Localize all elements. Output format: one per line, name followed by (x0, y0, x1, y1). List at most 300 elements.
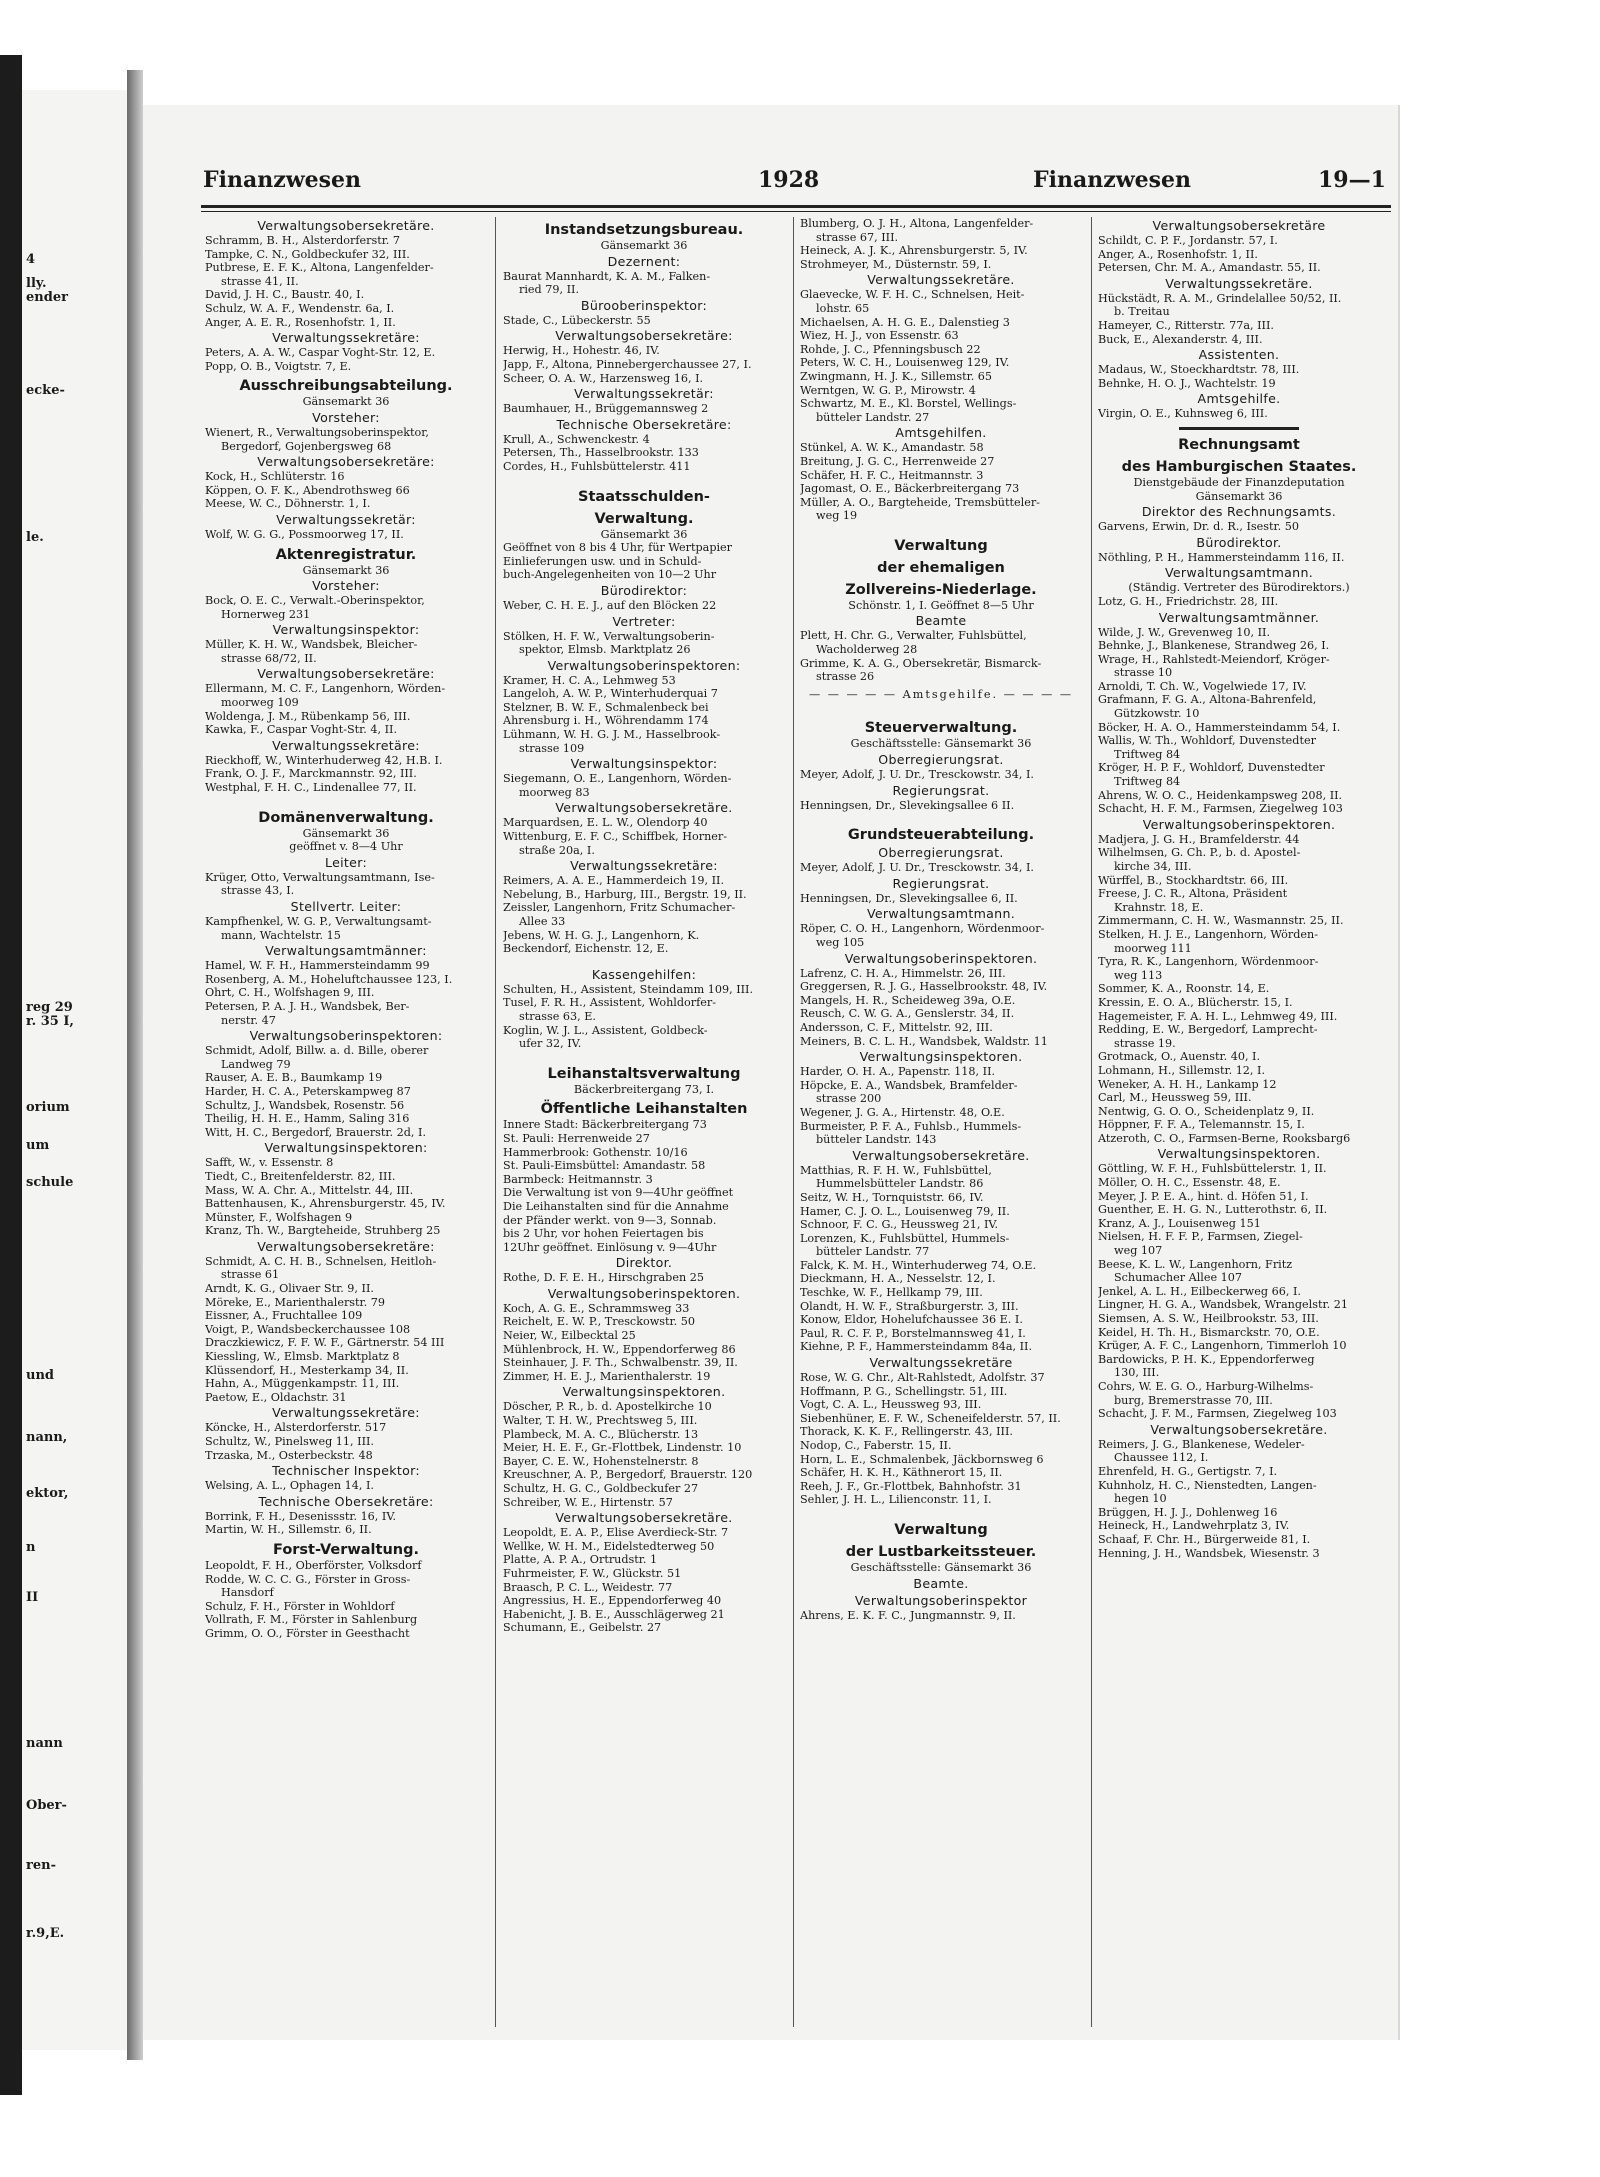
department-title: Öffentliche Leihanstalten (540, 1101, 748, 1118)
directory-entry: Konow, Eldor, Hohelufchaussee 36 E. I. (800, 1313, 1023, 1327)
directory-entry: Hagemeister, F. A. H. L., Lehmweg 49, III. (1098, 1009, 1338, 1023)
section-heading: Verwaltungsamtmänner: (265, 943, 427, 959)
department-title: Domänenverwaltung. (258, 809, 434, 826)
section-heading: Oberregierungsrat. (878, 752, 1004, 768)
directory-entry: Schulten, H., Assistent, Steindamm 109, III. (503, 982, 754, 996)
directory-entry: Zimmermann, C. H. W., Wasmannstr. 25, II. (1098, 914, 1344, 928)
directory-entry: Zimmer, H. E. J., Marienthalerstr. 19 (503, 1369, 711, 1383)
address-line: Gänsemarkt 36 (600, 239, 688, 252)
entry-continuation: strasse 41, II. (221, 274, 299, 288)
directory-entry: Grimm, O. O., Förster in Geesthacht (205, 1626, 410, 1640)
directory-entry: Krüger, A. F. C., Langenhorn, Timmerloh 10 (1098, 1339, 1347, 1353)
directory-entry: Geöffnet von 8 bis 4 Uhr, für Wertpapier (503, 541, 733, 555)
directory-entry: Peters, A. A. W., Caspar Voght-Str. 12, E. (205, 346, 436, 360)
column-3 (800, 217, 1082, 1622)
section-heading: Technischer Inspektor: (272, 1463, 420, 1479)
directory-entry: Meese, W. C., Döhnerstr. 1, I. (205, 497, 371, 511)
spacer (503, 474, 785, 484)
column-4 (1098, 217, 1380, 1560)
directory-entry: Meier, H. E. F., Gr.-Flottbek, Lindenstr. 10 (503, 1441, 742, 1455)
section-heading: Technische Obersekretäre: (556, 416, 732, 432)
section-heading: Verwaltungssekretäre (869, 1355, 1013, 1371)
section-heading: Beamte (915, 613, 967, 629)
directory-entry: Angressius, H. E., Eppendorferweg 40 (503, 1594, 722, 1608)
section-heading: Verwaltungsobersekretäre (1152, 218, 1326, 233)
spacer (800, 705, 1082, 715)
directory-entry: Koglin, W. J. L., Assistent, Goldbeck- (503, 1023, 708, 1037)
directory-entry: Draczkiewicz, F. F. W. F., Gärtnerstr. 54 III (205, 1336, 445, 1350)
directory-entry: Reichelt, E. W. P., Tresckowstr. 50 (503, 1315, 695, 1329)
directory-entry: Plett, H. Chr. G., Verwalter, Fuhlsbüttel, (800, 629, 1027, 643)
directory-entry: Nöthling, P. H., Hammersteindamm 116, II. (1098, 550, 1345, 564)
directory-entry: Leopoldt, F. H., Oberförster, Volksdorf (205, 1558, 422, 1572)
directory-entry: Neier, W., Eilbecktal 25 (503, 1329, 636, 1343)
spacer (503, 1051, 785, 1061)
directory-entry: Langeloh, A. W. P., Winterhuderquai 7 (503, 687, 718, 701)
directory-entry: Seitz, W. H., Tornquiststr. 66, IV. (800, 1190, 984, 1204)
department-title: Staatsschulden- (578, 488, 710, 505)
directory-entry: Höppner, F. F. A., Telemannstr. 15, I. (1098, 1118, 1305, 1132)
directory-entry: Krüger, Otto, Verwaltungsamtmann, Ise- (205, 870, 435, 884)
directory-entry: Madjera, J. G. H., Bramfelderstr. 44 (1098, 832, 1300, 846)
directory-entry: Peters, W. C. H., Louisenweg 129, IV. (800, 356, 1010, 370)
facing-page-text: nann (26, 1736, 63, 1751)
directory-entry: Schulz, F. H., Förster in Wohldorf (205, 1599, 395, 1613)
entry-continuation: bütteler Landstr. 143 (816, 1133, 937, 1147)
entry-continuation: bütteler Landstr. 77 (816, 1245, 930, 1259)
directory-entry: Vogt, C. A. L., Heussweg 93, III. (800, 1398, 982, 1412)
directory-entry: Hahn, A., Müggenkampstr. 11, III. (205, 1377, 400, 1391)
column-2 (503, 217, 785, 1635)
entry-continuation: weg 19 (816, 509, 858, 523)
directory-entry: Wilhelmsen, G. Ch. P., b. d. Apostel- (1098, 846, 1301, 860)
entry-continuation: strasse 19. (1114, 1036, 1176, 1050)
section-heading: Verwaltungsinspektor: (570, 756, 718, 772)
directory-entry: Guenther, E. H. G. N., Lutterothstr. 6, II. (1098, 1203, 1328, 1217)
directory-entry: Plambeck, M. A. C., Blücherstr. 13 (503, 1427, 699, 1441)
directory-entry: Sommer, K. A., Roonstr. 14, E. (1098, 982, 1270, 996)
section-heading: Bürooberinspektor: (580, 297, 708, 313)
directory-entry: Meyer, Adolf, J. U. Dr., Tresckowstr. 34, I. (800, 861, 1034, 875)
department-title: Forst-Verwaltung. (273, 1541, 419, 1558)
directory-entry: Köncke, H., Alsterdorferstr. 517 (205, 1421, 387, 1435)
department-title: der Lustbarkeitssteuer. (845, 1543, 1037, 1560)
section-heading: Bürodirektor. (1196, 534, 1282, 550)
directory-entry: St. Pauli-Eimsbüttel: Amandastr. 58 (503, 1159, 706, 1173)
directory-entry: Zeissler, Langenhorn, Fritz Schumacher- (503, 901, 736, 915)
directory-entry: Strohmeyer, M., Düsternstr. 59, I. (800, 257, 992, 271)
facing-page-text: ecke- (26, 383, 65, 398)
directory-entry: Tusel, F. R. H., Assistent, Wohldorfer- (503, 996, 717, 1010)
directory-entry: Wegener, J. G. A., Hirtenstr. 48, O.E. (800, 1105, 1005, 1119)
address-line: Gänsemarkt 36 (302, 826, 390, 840)
directory-entry: Martin, W. H., Sillemstr. 6, II. (205, 1523, 372, 1537)
directory-page (143, 105, 1398, 2040)
directory-entry: Lorenzen, K., Fuhlsbüttel, Hummels- (800, 1231, 1010, 1245)
directory-entry: Horn, L. E., Schmalenbek, Jäckbornsweg 6 (800, 1452, 1044, 1466)
directory-entry: Schacht, J. F. M., Farmsen, Ziegelweg 103 (1098, 1407, 1337, 1421)
entry-continuation: spektor, Elmsb. Marktplatz 26 (519, 643, 691, 657)
directory-entry: Nentwig, G. O. O., Scheidenplatz 9, II. (1098, 1104, 1315, 1118)
directory-entry: Schultz, H. G. C., Goldbeckufer 27 (503, 1482, 699, 1495)
directory-entry: Blumberg, O. J. H., Altona, Langenfelder- (800, 217, 1034, 230)
directory-entry: Trzaska, M., Osterbeckstr. 48 (205, 1448, 373, 1462)
directory-entry: Arnoldi, T. Ch. W., Vogelwiede 17, IV. (1098, 679, 1307, 693)
directory-entry: Wrage, H., Rahlstedt-Meiendorf, Kröger- (1098, 652, 1330, 666)
directory-entry: Rothe, D. F. E. H., Hirschgraben 25 (503, 1271, 704, 1285)
directory-entry: Behnke, J., Blankenese, Strandweg 26, I. (1098, 639, 1330, 653)
column-divider (793, 217, 794, 2027)
directory-entry: Schmidt, Adolf, Billw. a. d. Bille, oberer (205, 1044, 429, 1058)
entry-continuation: Chaussee 112, I. (1114, 1451, 1209, 1465)
address-line: geöffnet v. 8—4 Uhr (289, 840, 403, 854)
entry-continuation: strasse 200 (816, 1092, 882, 1106)
directory-entry: Nielsen, H. F. F. P., Farmsen, Ziegel- (1098, 1230, 1303, 1244)
entry-continuation: Triftweg 84 (1114, 747, 1181, 761)
address-line: Dienstgebäude der Finanzdeputation (1133, 475, 1345, 489)
directory-entry: Schulz, W. A. F., Wendenstr. 6a, I. (205, 301, 395, 315)
department-title: Steuerverwaltung. (864, 720, 1018, 737)
directory-entry: Lühmann, W. H. G. J. M., Hasselbrook- (503, 728, 721, 742)
directory-entry: Hammerbrook: Gothenstr. 10/16 (503, 1145, 688, 1159)
entry-continuation: strasse 10 (1114, 666, 1173, 680)
header-rule-thin (201, 211, 1391, 212)
facing-page-text: n (26, 1540, 36, 1555)
entry-continuation: Triftweg 84 (1114, 775, 1181, 789)
entry-continuation: weg 105 (816, 936, 865, 949)
entry-continuation: mann, Wachtelstr. 15 (221, 928, 341, 942)
header-left-title: Finanzwesen (203, 167, 362, 193)
section-heading: Verwaltungsobersekretäre: (257, 666, 435, 682)
directory-entry: Böcker, H. A. O., Hammersteindamm 54, I. (1098, 720, 1341, 734)
section-heading: Vorsteher: (312, 578, 380, 594)
entry-continuation: strasse 67, III. (816, 230, 899, 244)
directory-entry: Grafmann, F. G. A., Altona-Bahrenfeld, (1098, 693, 1317, 707)
entry-continuation: ried 79, II. (519, 283, 580, 297)
directory-entry: Fuhrmeister, F. W., Glückstr. 51 (503, 1566, 682, 1580)
section-heading: Verwaltungsobersekretäre: (257, 1238, 435, 1254)
directory-entry: Koch, A. G. E., Schrammsweg 33 (503, 1301, 690, 1315)
directory-entry: Kiessling, W., Elmsb. Marktplatz 8 (205, 1350, 400, 1364)
address-line: Gänsemarkt 36 (1195, 489, 1283, 503)
entry-continuation: Schumacher Allee 107 (1114, 1271, 1243, 1285)
directory-entry: Ehrenfeld, H. G., Gertigstr. 7, I. (1098, 1464, 1278, 1478)
directory-entry: Matthias, R. F. H. W., Fuhlsbüttel, (800, 1163, 992, 1177)
facing-page-fragment (22, 90, 127, 2050)
entry-continuation: weg 113 (1114, 968, 1163, 982)
directory-entry: Kranz, Th. W., Bargteheide, Struhberg 25 (205, 1224, 441, 1238)
directory-entry: Stölken, H. F. W., Verwaltungsoberin- (503, 629, 715, 643)
directory-entry: Münster, F., Wolfshagen 9 (205, 1210, 353, 1224)
directory-entry: Lotz, G. H., Friedrichstr. 28, III. (1098, 594, 1279, 608)
directory-entry: buch-Angelegenheiten von 10—2 Uhr (503, 568, 717, 582)
section-heading: Verwaltungsobersekretäre: (257, 454, 435, 470)
directory-entry: Nodop, C., Faberstr. 15, II. (800, 1439, 952, 1452)
directory-entry: Ellermann, M. C. F., Langenhorn, Wörden- (205, 682, 446, 696)
directory-entry: Baumhauer, H., Brüggemannsweg 2 (503, 402, 709, 416)
entry-continuation: Allee 33 (519, 915, 566, 928)
directory-entry: Putbrese, E. F. K., Altona, Langenfelder- (205, 261, 434, 275)
department-title: der ehemaligen (877, 559, 1005, 576)
directory-entry: Marquardsen, E. L. W., Olendorp 40 (503, 816, 708, 830)
entry-continuation: Hansdorf (221, 1586, 274, 1600)
entry-continuation: strasse 26 (816, 670, 875, 684)
directory-entry: Falck, K. M. H., Winterhuderweg 74, O.E. (800, 1258, 1037, 1272)
scan-border-left (0, 55, 22, 2095)
spacer (800, 523, 1082, 533)
directory-entry: Jebens, W. H. G. J., Langenhorn, K. (503, 928, 700, 942)
address-line: Geschäftsstelle: Gänsemarkt 36 (850, 737, 1032, 751)
directory-entry: Glaevecke, W. F. H. C., Schnelsen, Heit- (800, 288, 1025, 302)
directory-entry: Bayer, C. E. W., Hohenstelnerstr. 8 (503, 1454, 699, 1468)
directory-entry: Meyer, J. P. E. A., hint. d. Höfen 51, I. (1098, 1189, 1309, 1203)
facing-page-text: le. (26, 530, 44, 545)
directory-entry: Rodde, W. C. C. G., Förster in Gross- (205, 1572, 411, 1586)
directory-entry: Safft, W., v. Essenstr. 8 (205, 1156, 334, 1170)
section-heading: Verwaltungssekretäre: (272, 330, 420, 346)
entry-continuation: Hummelsbütteler Landstr. 86 (816, 1177, 984, 1191)
directory-entry: Witt, H. C., Bergedorf, Brauerstr. 2d, I. (205, 1125, 426, 1139)
directory-entry: Sehler, J. H. L., Lilienconstr. 11, I. (800, 1493, 992, 1507)
directory-entry: Wienert, R., Verwaltungsoberinspektor, (205, 425, 429, 439)
directory-entry: Breitung, J. G. C., Herrenweide 27 (800, 454, 995, 468)
section-heading: Verwaltungssekretäre. (1165, 275, 1313, 291)
directory-entry: Meyer, Adolf, J. U. Dr., Tresckowstr. 34, I. (800, 768, 1034, 782)
directory-entry: Vollrath, F. M., Förster in Sahlenburg (205, 1613, 418, 1627)
directory-entry: Theilig, H. H. E., Hamm, Saling 316 (205, 1112, 410, 1126)
directory-entry: Baurat Mannhardt, K. A. M., Falken- (503, 269, 711, 283)
address-line: Schönstr. 1, I. Geöffnet 8—5 Uhr (848, 598, 1034, 612)
directory-entry: Stünkel, A. W. K., Amandastr. 58 (800, 441, 984, 455)
directory-entry: Innere Stadt: Bäckerbreitergang 73 (503, 1118, 707, 1132)
directory-entry: Schramm, B. H., Alsterdorferstr. 7 (205, 234, 401, 247)
directory-entry: Schultz, J., Wandsbek, Rosenstr. 56 (205, 1098, 405, 1112)
directory-entry: Frank, O. J. F., Marckmannstr. 92, III. (205, 767, 417, 781)
directory-entry: Höpcke, E. A., Wandsbek, Bramfelder- (800, 1078, 1018, 1092)
facing-page-text: ren- (26, 1858, 56, 1873)
section-heading: Verwaltungsobersekretäre. (555, 800, 733, 816)
directory-entry: 12Uhr geöffnet. Einlösung v. 9—4Uhr (503, 1240, 717, 1254)
section-heading: Oberregierungsrat. (878, 845, 1004, 861)
directory-entry: Wolf, W. G. G., Possmoorweg 17, II. (205, 527, 404, 541)
directory-entry: Andersson, C. F., Mittelstr. 92, III. (800, 1020, 993, 1034)
directory-entry: Thorack, K. K. F., Rellingerstr. 43, III. (800, 1425, 1013, 1439)
directory-entry: Garvens, Erwin, Dr. d. R., Isestr. 50 (1098, 520, 1299, 534)
directory-entry: Petersen, Th., Hasselbrookstr. 133 (503, 446, 699, 460)
directory-entry: Mühlenbrock, H. W., Eppendorferweg 86 (503, 1342, 736, 1356)
directory-entry: Ahrensburg i. H., Wöhrendamm 174 (503, 714, 709, 728)
entry-continuation: moorweg 111 (1114, 941, 1192, 955)
directory-entry: Petersen, P. A. J. H., Wandsbek, Ber- (205, 999, 410, 1013)
book-gutter (127, 70, 143, 2060)
section-heading: Verwaltungsinspektor: (272, 622, 420, 638)
directory-entry: Anger, A., Rosenhofstr. 1, II. (1098, 247, 1258, 261)
directory-entry: Klüssendorf, H., Mesterkamp 34, II. (205, 1363, 409, 1377)
directory-entry: Schumann, E., Geibelstr. 27 (503, 1621, 662, 1635)
address-line: Gänsemarkt 36 (600, 527, 688, 541)
running-header (203, 167, 1388, 203)
directory-entry: Atzeroth, C. O., Farmsen-Berne, Rooksbarg6 (1098, 1131, 1351, 1145)
department-title: Verwaltung (894, 1521, 988, 1538)
directory-entry: Zwingmann, H. J. K., Sillemstr. 65 (800, 369, 993, 383)
directory-entry: Heineck, A. J. K., Ahrensburgerstr. 5, IV. (800, 244, 1028, 258)
directory-entry: Paetow, E., Oldachstr. 31 (205, 1390, 347, 1404)
directory-entry: Brüggen, H. J. J., Dohlenweg 16 (1098, 1505, 1278, 1519)
directory-entry: Schaaf, F. Chr. H., Bürgerweide 81, I. (1098, 1532, 1311, 1546)
department-title: Leihanstaltsverwaltung (547, 1065, 741, 1082)
directory-entry: Wallis, W. Th., Wohldorf, Duvenstedter (1098, 734, 1316, 748)
address-line: Gänsemarkt 36 (302, 395, 390, 409)
directory-entry: Buck, E., Alexanderstr. 4, III. (1098, 332, 1263, 346)
section-heading: Vertreter: (612, 613, 676, 629)
entry-continuation: b. Treitau (1114, 305, 1170, 319)
directory-entry: Rosenberg, A. M., Hoheluftchaussee 123, I. (205, 972, 453, 986)
directory-entry: Möller, O. H. C., Essenstr. 48, E. (1098, 1176, 1281, 1190)
directory-entry: Reimers, A. A. E., Hammerdeich 19, II. (503, 874, 725, 888)
facing-page-text: II (26, 1590, 39, 1605)
directory-entry: Lafrenz, C. H. A., Himmelstr. 26, III. (800, 966, 1006, 980)
directory-entry: Westphal, F. H. C., Lindenallee 77, II. (205, 781, 417, 795)
directory-entry: Hamel, W. F. H., Hammersteindamm 99 (205, 959, 430, 973)
directory-entry: Müller, K. H. W., Wandsbek, Bleicher- (205, 638, 418, 652)
directory-entry: Harder, O. H. A., Papenstr. 118, II. (800, 1065, 996, 1079)
entry-continuation: strasse 68/72, II. (221, 651, 317, 665)
entry-continuation: weg 107 (1114, 1244, 1163, 1258)
facing-page-text: ektor, (26, 1486, 69, 1501)
directory-entry: Kuhnholz, H. C., Nienstedten, Langen- (1098, 1478, 1317, 1492)
section-heading: Verwaltungsamtmann. (866, 906, 1016, 922)
directory-entry: Köppen, O. F. K., Abendrothsweg 66 (205, 483, 410, 497)
column-1 (205, 217, 487, 1641)
directory-entry: Ohrt, C. H., Wolfshagen 9, III. (205, 986, 375, 1000)
section-heading: Verwaltungsamtmann. (1164, 565, 1314, 581)
directory-entry: Beckendorf, Eichenstr. 12, E. (503, 942, 669, 956)
directory-entry: Weneker, A. H. H., Lankamp 12 (1098, 1077, 1277, 1091)
directory-entry: Rieckhoff, W., Winterhuderweg 42, H.B. I. (205, 753, 443, 767)
directory-entry: Burmeister, P. F. A., Fuhlsb., Hummels- (800, 1119, 1022, 1133)
directory-entry: Leopoldt, E. A. P., Elise Averdieck-Str. 7 (503, 1526, 729, 1540)
section-heading: Verwaltungsobersekretäre. (555, 1510, 733, 1526)
department-title: Aktenregistratur. (275, 546, 417, 563)
directory-entry: Borrink, F. H., Desenissstr. 16, IV. (205, 1509, 397, 1523)
directory-entry: Beese, K. L. W., Langenhorn, Fritz (1098, 1257, 1293, 1271)
directory-entry: Welsing, A. L., Ophagen 14, I. (205, 1479, 374, 1493)
directory-entry: Michaelsen, A. H. G. E., Dalenstieg 3 (800, 315, 1010, 329)
department-title: Verwaltung. (594, 510, 694, 527)
section-heading: Verwaltungsamtmänner. (1158, 609, 1320, 625)
directory-entry: St. Pauli: Herrenweide 27 (503, 1131, 650, 1145)
section-heading: Verwaltungssekretäre: (272, 1405, 420, 1421)
entry-continuation: Hornerweg 231 (221, 607, 311, 621)
directory-entry: Keidel, H. Th. H., Bismarckstr. 70, O.E. (1098, 1325, 1320, 1339)
section-heading: Verwaltungsoberinspektoren. (547, 1285, 741, 1301)
header-right-title: Finanzwesen (1033, 167, 1192, 193)
directory-entry: Kock, H., Schlüterstr. 16 (205, 470, 345, 484)
department-title: Instandsetzungsbureau. (544, 222, 744, 238)
directory-entry: Arndt, K. G., Olivaer Str. 9, II. (205, 1282, 374, 1296)
entry-continuation: strasse 43, I. (221, 884, 295, 898)
facing-page-text: r.9,E. (26, 1926, 65, 1941)
entry-continuation: moorweg 83 (519, 785, 590, 799)
directory-entry: Schreiber, W. E., Hirtenstr. 57 (503, 1495, 673, 1509)
spacer (800, 812, 1082, 822)
directory-entry: Heineck, H., Landwehrplatz 3, IV. (1098, 1519, 1290, 1533)
directory-entry: Siemsen, A. S. W., Heilbrookstr. 53, III. (1098, 1312, 1319, 1325)
directory-entry: Göttling, W. F. H., Fuhlsbüttelerstr. 1, II. (1098, 1162, 1327, 1176)
directory-entry: Barmbeck: Heitmannstr. 3 (503, 1172, 653, 1186)
directory-entry: Schäfer, H. F. C., Heitmannstr. 3 (800, 468, 984, 482)
directory-entry: Eissner, A., Fruchtallee 109 (205, 1309, 363, 1323)
section-heading: Verwaltungsoberinspektoren. (844, 950, 1038, 966)
directory-entry: Jenkel, A. L. H., Eilbeckerweg 66, I. (1098, 1284, 1301, 1298)
directory-entry: Schildt, C. P. F., Jordanstr. 57, I. (1098, 234, 1278, 247)
directory-entry: Die Leihanstalten sind für die Annahme (503, 1199, 729, 1213)
directory-entry: Popp, O. B., Voigtstr. 7, E. (205, 359, 352, 373)
directory-entry: Cohrs, W. E. G. O., Harburg-Wilhelms- (1098, 1379, 1314, 1393)
directory-entry: Wellke, W. H. M., Eidelstedterweg 50 (503, 1539, 715, 1553)
section-heading: Verwaltungsinspektoren. (1157, 1146, 1321, 1162)
section-heading: Verwaltungssekretäre. (867, 272, 1015, 288)
directory-entry: Anger, A. E. R., Rosenhofstr. 1, II. (205, 315, 396, 329)
facing-page-text: Ober- (26, 1798, 67, 1813)
directory-entry: Wiez, H. J., von Essenstr. 63 (800, 329, 959, 343)
entry-continuation: lohstr. 65 (816, 301, 870, 315)
directory-entry: Möreke, E., Marienthalerstr. 79 (205, 1295, 386, 1309)
spacer (205, 795, 487, 805)
entry-continuation: ufer 32, IV. (519, 1037, 582, 1051)
address-line: (Ständig. Vertreter des Bürodirektors.) (1128, 581, 1350, 595)
facing-page-text: ender (26, 290, 68, 305)
address-line: Geschäftsstelle: Gänsemarkt 36 (850, 1560, 1032, 1574)
section-heading: Beamte. (913, 1575, 969, 1591)
directory-entry: Walter, T. H. W., Prechtsweg 5, III. (503, 1414, 698, 1428)
directory-entry: Behnke, H. O. J., Wachtelstr. 19 (1098, 376, 1276, 390)
directory-entry: Rauser, A. E. B., Baumkamp 19 (205, 1071, 383, 1085)
entry-continuation: strasse 63, E. (519, 1009, 596, 1023)
entry-continuation: Bergedorf, Gojenbergsweg 68 (221, 439, 392, 453)
section-heading: Amtsgehilfe. (1197, 391, 1281, 407)
directory-entry: Lohmann, H., Sillemstr. 12, I. (1098, 1063, 1266, 1077)
facing-page-text: um (26, 1138, 50, 1153)
directory-entry: Hoffmann, P. G., Schellingstr. 51, III. (800, 1384, 1008, 1398)
department-title: Ausschreibungsabteilung. (239, 378, 453, 395)
department-title: Zollvereins-Niederlage. (845, 581, 1037, 598)
directory-entry: Reusch, C. W. G. A., Genslerstr. 34, II. (800, 1007, 1015, 1021)
directory-entry: Wilde, J. W., Grevenweg 10, II. (1098, 625, 1270, 639)
directory-entry: Petersen, Chr. M. A., Amandastr. 55, II. (1098, 261, 1321, 275)
directory-entry: Schnoor, F. C. G., Heussweg 21, IV. (800, 1218, 999, 1232)
directory-entry: Dieckmann, H. A., Nesselstr. 12, I. (800, 1272, 996, 1286)
section-heading: Verwaltungsoberinspektoren: (249, 1028, 443, 1044)
page-number: 19—1 (1318, 167, 1386, 193)
column-divider (495, 217, 496, 2027)
address-line: Bäckerbreitergang 73, I. (573, 1082, 715, 1096)
directory-entry: Habenicht, J. B. E., Ausschlägerweg 21 (503, 1607, 725, 1621)
entry-continuation: Krahnstr. 18, E. (1114, 900, 1204, 914)
directory-entry: Teschke, W. F., Hellkamp 79, III. (800, 1286, 983, 1300)
directory-entry: Kressin, E. O. A., Blücherstr. 15, I. (1098, 995, 1293, 1009)
section-heading: Verwaltungsobersekretäre. (1150, 1421, 1328, 1437)
directory-entry: der Pfänder werkt. von 9—3, Sonnab. (503, 1213, 717, 1227)
directory-entry: Stelzner, B. W. F., Schmalenbeck bei (503, 700, 709, 714)
section-heading: Kassengehilfen: (591, 966, 697, 982)
directory-entry: Ahrens, E. K. F. C., Jungmannstr. 9, II. (800, 1608, 1016, 1622)
directory-entry: Siegemann, O. E., Langenhorn, Wörden- (503, 772, 732, 786)
section-heading: Verwaltungssekretär: (574, 386, 714, 402)
directory-entry: Die Verwaltung ist von 9—4Uhr geöffnet (503, 1186, 734, 1200)
directory-entry: Kröger, H. P. F., Wohldorf, Duvenstedter (1098, 761, 1325, 775)
directory-entry: Madaus, W., Stoeckhardtstr. 78, III. (1098, 363, 1300, 377)
